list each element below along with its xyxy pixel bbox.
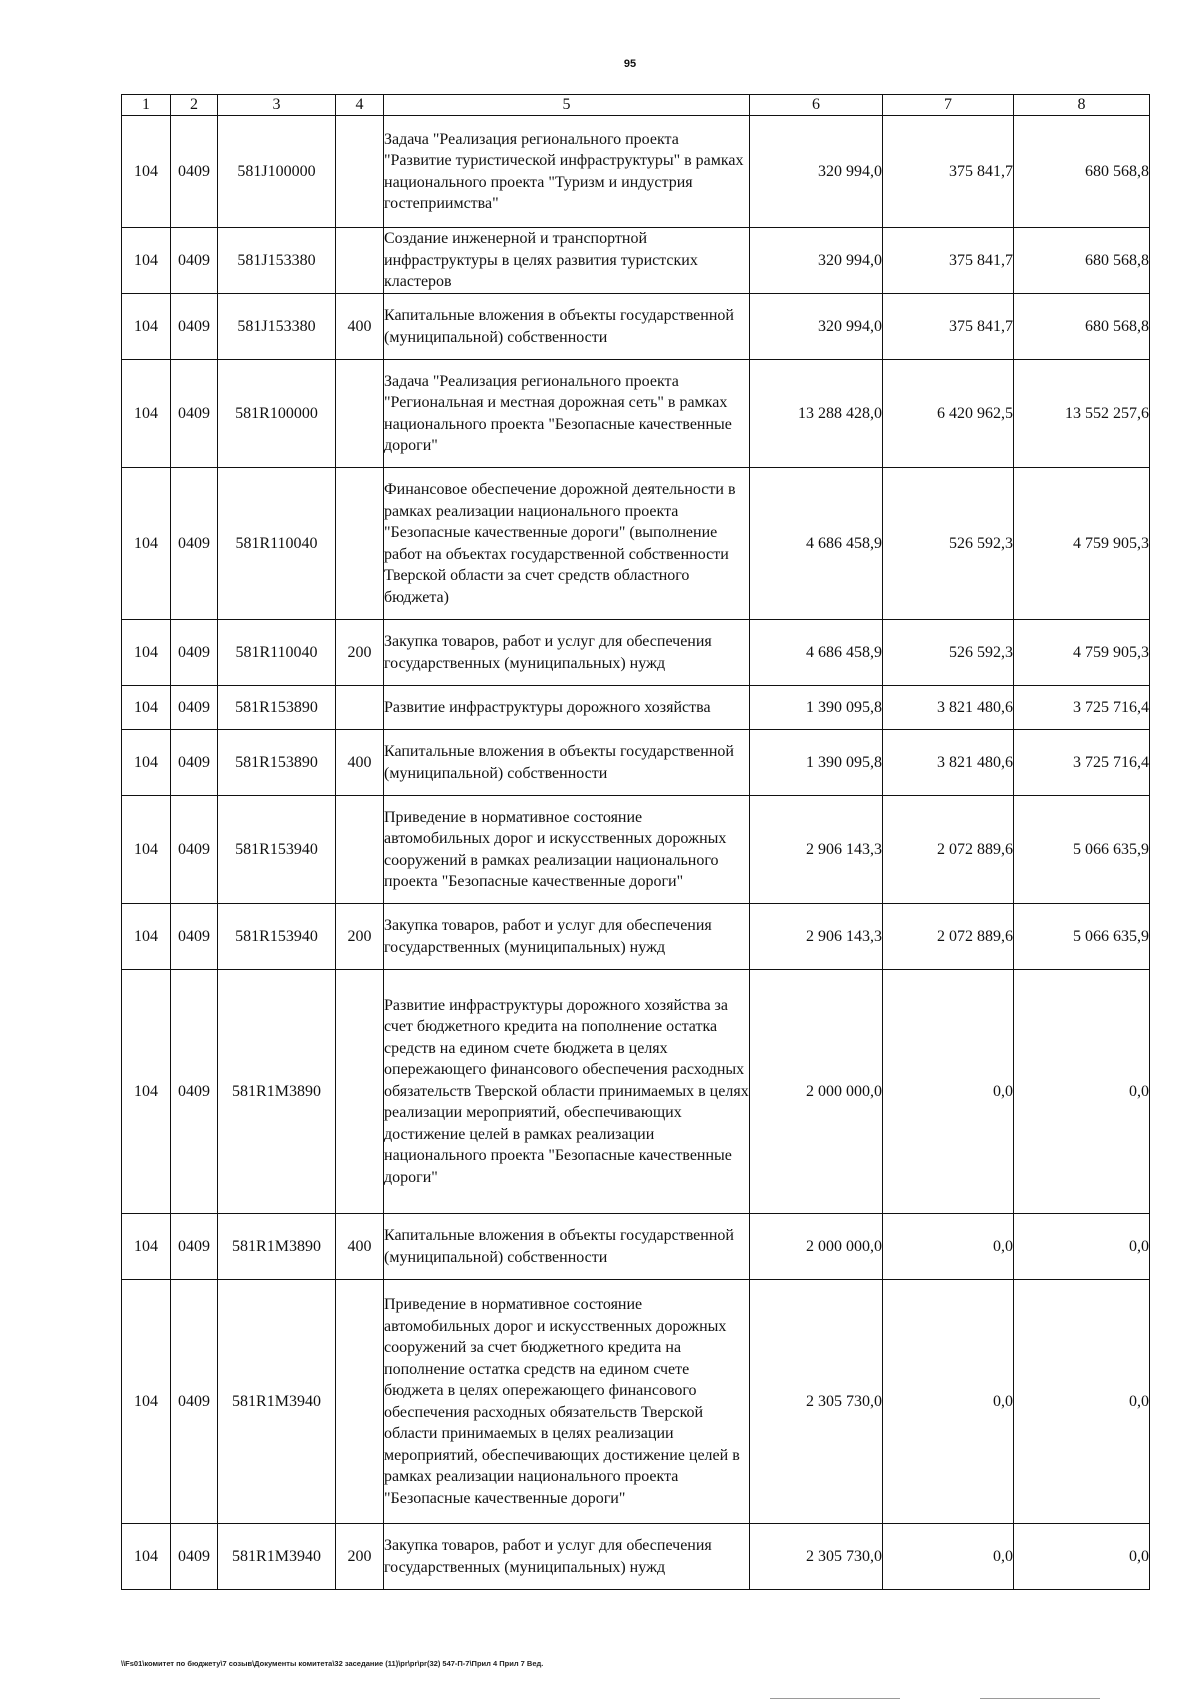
table-row — [122, 620, 1150, 686]
cell-amount-6: 320 994,0 — [750, 294, 883, 360]
cell-expense-type: 200 — [336, 904, 384, 970]
cell-description: Развитие инфраструктуры дорожного хозяйства — [384, 686, 750, 730]
cell-amount-7: 0,0 — [883, 1280, 1014, 1524]
cell-amount-7: 0,0 — [883, 970, 1014, 1214]
col-header-2: 2 — [171, 95, 218, 116]
cell-description: Приведение в нормативное состояние автомобильных дорог и искусственных дорожных сооружений за счет бюджетного кредита на пополнение остатка средств на едином счете бюджета в целях опережающего финансового обеспечения расходных обязательств Тверской области принимаемых в целях реализации мероприятий, обеспечивающих достижение целей в рамках реализации национального проекта "Безопасные качественные дороги" — [384, 1280, 750, 1524]
cell-target-article: 581R1M3890 — [218, 1214, 336, 1280]
cell-target-article: 581R110040 — [218, 468, 336, 620]
cell-amount-8: 0,0 — [1014, 1280, 1150, 1524]
cell-section: 104 — [122, 970, 171, 1214]
cell-amount-7: 375 841,7 — [883, 294, 1014, 360]
cell-subsection: 0409 — [171, 796, 218, 904]
page-number: 95 — [623, 58, 637, 70]
cell-amount-7: 526 592,3 — [883, 620, 1014, 686]
cell-target-article: 581R153890 — [218, 730, 336, 796]
cell-amount-8: 680 568,8 — [1014, 294, 1150, 360]
cell-section: 104 — [122, 1524, 171, 1590]
scan-mark — [980, 1698, 1100, 1699]
cell-amount-8: 4 759 905,3 — [1014, 468, 1150, 620]
cell-subsection: 0409 — [171, 904, 218, 970]
cell-amount-6: 2 906 143,3 — [750, 904, 883, 970]
cell-amount-6: 2 305 730,0 — [750, 1524, 883, 1590]
scan-mark — [770, 1698, 900, 1699]
cell-amount-7: 6 420 962,5 — [883, 360, 1014, 468]
cell-amount-8: 3 725 716,4 — [1014, 686, 1150, 730]
cell-amount-7: 0,0 — [883, 1524, 1014, 1590]
table-row — [122, 116, 1150, 228]
cell-expense-type — [336, 468, 384, 620]
footer-file-path: \\Fs01\комитет по бюджету\7 созыв\Документы комитета\32 заседание (11)\pr\pr\pr(32) 547-П-7\Прил 4 Прил 7 Вед. — [121, 1659, 544, 1668]
cell-section: 104 — [122, 686, 171, 730]
cell-section: 104 — [122, 1214, 171, 1280]
cell-subsection: 0409 — [171, 1524, 218, 1590]
cell-section: 104 — [122, 468, 171, 620]
cell-section: 104 — [122, 360, 171, 468]
budget-table — [121, 94, 1150, 1590]
table-row — [122, 1280, 1150, 1524]
col-header-8: 8 — [1014, 95, 1150, 116]
cell-subsection: 0409 — [171, 360, 218, 468]
cell-target-article: 581R1M3940 — [218, 1280, 336, 1524]
cell-section: 104 — [122, 620, 171, 686]
cell-expense-type — [336, 228, 384, 294]
cell-amount-8: 0,0 — [1014, 1214, 1150, 1280]
cell-target-article: 581R1M3890 — [218, 970, 336, 1214]
cell-amount-6: 2 305 730,0 — [750, 1280, 883, 1524]
cell-target-article: 581R1M3940 — [218, 1524, 336, 1590]
cell-subsection: 0409 — [171, 468, 218, 620]
cell-amount-6: 4 686 458,9 — [750, 468, 883, 620]
cell-expense-type — [336, 1280, 384, 1524]
cell-expense-type — [336, 796, 384, 904]
cell-target-article: 581R153940 — [218, 796, 336, 904]
table-row — [122, 904, 1150, 970]
header-row — [122, 95, 1150, 116]
col-header-1: 1 — [122, 95, 171, 116]
cell-amount-7: 375 841,7 — [883, 228, 1014, 294]
cell-description: Капитальные вложения в объекты государственной (муниципальной) собственности — [384, 730, 750, 796]
cell-expense-type — [336, 686, 384, 730]
cell-section: 104 — [122, 796, 171, 904]
cell-description: Приведение в нормативное состояние автомобильных дорог и искусственных дорожных сооружений в рамках реализации национального проекта "Безопасные качественные дороги" — [384, 796, 750, 904]
cell-expense-type: 400 — [336, 1214, 384, 1280]
table-row — [122, 468, 1150, 620]
cell-amount-6: 320 994,0 — [750, 228, 883, 294]
cell-description: Капитальные вложения в объекты государственной (муниципальной) собственности — [384, 294, 750, 360]
cell-section: 104 — [122, 294, 171, 360]
table-row — [122, 1214, 1150, 1280]
cell-amount-7: 526 592,3 — [883, 468, 1014, 620]
cell-expense-type: 200 — [336, 1524, 384, 1590]
cell-subsection: 0409 — [171, 1280, 218, 1524]
cell-subsection: 0409 — [171, 970, 218, 1214]
cell-description: Задача "Реализация регионального проекта "Региональная и местная дорожная сеть" в рамках национального проекта "Безопасные качественные дороги" — [384, 360, 750, 468]
cell-amount-8: 5 066 635,9 — [1014, 904, 1150, 970]
cell-description: Создание инженерной и транспортной инфраструктуры в целях развития туристских кластеров — [384, 228, 750, 294]
col-header-3: 3 — [218, 95, 336, 116]
cell-amount-7: 2 072 889,6 — [883, 796, 1014, 904]
cell-subsection: 0409 — [171, 294, 218, 360]
table-row — [122, 360, 1150, 468]
cell-description: Закупка товаров, работ и услуг для обеспечения государственных (муниципальных) нужд — [384, 1524, 750, 1590]
cell-expense-type — [336, 116, 384, 228]
cell-subsection: 0409 — [171, 228, 218, 294]
table-row — [122, 796, 1150, 904]
cell-amount-8: 5 066 635,9 — [1014, 796, 1150, 904]
cell-target-article: 581R100000 — [218, 360, 336, 468]
col-header-7: 7 — [883, 95, 1014, 116]
cell-amount-8: 680 568,8 — [1014, 228, 1150, 294]
cell-target-article: 581R153940 — [218, 904, 336, 970]
table-row — [122, 686, 1150, 730]
cell-subsection: 0409 — [171, 1214, 218, 1280]
cell-section: 104 — [122, 228, 171, 294]
cell-section: 104 — [122, 904, 171, 970]
cell-amount-7: 3 821 480,6 — [883, 686, 1014, 730]
table-row — [122, 730, 1150, 796]
col-header-4: 4 — [336, 95, 384, 116]
table-row — [122, 1524, 1150, 1590]
cell-amount-6: 1 390 095,8 — [750, 686, 883, 730]
cell-subsection: 0409 — [171, 686, 218, 730]
cell-description: Закупка товаров, работ и услуг для обеспечения государственных (муниципальных) нужд — [384, 620, 750, 686]
cell-subsection: 0409 — [171, 116, 218, 228]
table-row — [122, 970, 1150, 1214]
cell-amount-6: 1 390 095,8 — [750, 730, 883, 796]
cell-target-article: 581J153380 — [218, 228, 336, 294]
cell-amount-8: 3 725 716,4 — [1014, 730, 1150, 796]
table-row — [122, 294, 1150, 360]
cell-description: Финансовое обеспечение дорожной деятельности в рамках реализации национального проекта "Безопасные качественные дороги" (выполнение работ на объектах государственной собственности Тверской области за счет средств областного бюджета) — [384, 468, 750, 620]
cell-expense-type: 400 — [336, 294, 384, 360]
table-row — [122, 228, 1150, 294]
cell-expense-type — [336, 360, 384, 468]
cell-description: Развитие инфраструктуры дорожного хозяйства за счет бюджетного кредита на пополнение остатка средств на едином счете бюджета в целях опережающего финансового обеспечения расходных обязательств Тверской области принимаемых в целях реализации мероприятий, обеспечивающих достижение целей в рамках реализации национального проекта "Безопасные качественные дороги" — [384, 970, 750, 1214]
cell-amount-6: 4 686 458,9 — [750, 620, 883, 686]
cell-amount-7: 0,0 — [883, 1214, 1014, 1280]
cell-description: Задача "Реализация регионального проекта "Развитие туристической инфраструктуры" в рамках национального проекта "Туризм и индустрия гостеприимства" — [384, 116, 750, 228]
cell-amount-8: 13 552 257,6 — [1014, 360, 1150, 468]
cell-description: Закупка товаров, работ и услуг для обеспечения государственных (муниципальных) нужд — [384, 904, 750, 970]
cell-amount-8: 0,0 — [1014, 1524, 1150, 1590]
cell-amount-8: 0,0 — [1014, 970, 1150, 1214]
cell-amount-8: 4 759 905,3 — [1014, 620, 1150, 686]
cell-expense-type: 200 — [336, 620, 384, 686]
cell-amount-7: 375 841,7 — [883, 116, 1014, 228]
col-header-5: 5 — [384, 95, 750, 116]
cell-section: 104 — [122, 730, 171, 796]
cell-amount-6: 320 994,0 — [750, 116, 883, 228]
cell-target-article: 581R153890 — [218, 686, 336, 730]
cell-amount-6: 2 906 143,3 — [750, 796, 883, 904]
cell-expense-type: 400 — [336, 730, 384, 796]
cell-amount-7: 3 821 480,6 — [883, 730, 1014, 796]
cell-subsection: 0409 — [171, 620, 218, 686]
cell-amount-6: 2 000 000,0 — [750, 970, 883, 1214]
cell-description: Капитальные вложения в объекты государственной (муниципальной) собственности — [384, 1214, 750, 1280]
cell-amount-6: 13 288 428,0 — [750, 360, 883, 468]
cell-amount-7: 2 072 889,6 — [883, 904, 1014, 970]
cell-target-article: 581R110040 — [218, 620, 336, 686]
cell-section: 104 — [122, 116, 171, 228]
cell-section: 104 — [122, 1280, 171, 1524]
col-header-6: 6 — [750, 95, 883, 116]
cell-amount-8: 680 568,8 — [1014, 116, 1150, 228]
cell-target-article: 581J153380 — [218, 294, 336, 360]
cell-subsection: 0409 — [171, 730, 218, 796]
cell-target-article: 581J100000 — [218, 116, 336, 228]
cell-amount-6: 2 000 000,0 — [750, 1214, 883, 1280]
cell-expense-type — [336, 970, 384, 1214]
